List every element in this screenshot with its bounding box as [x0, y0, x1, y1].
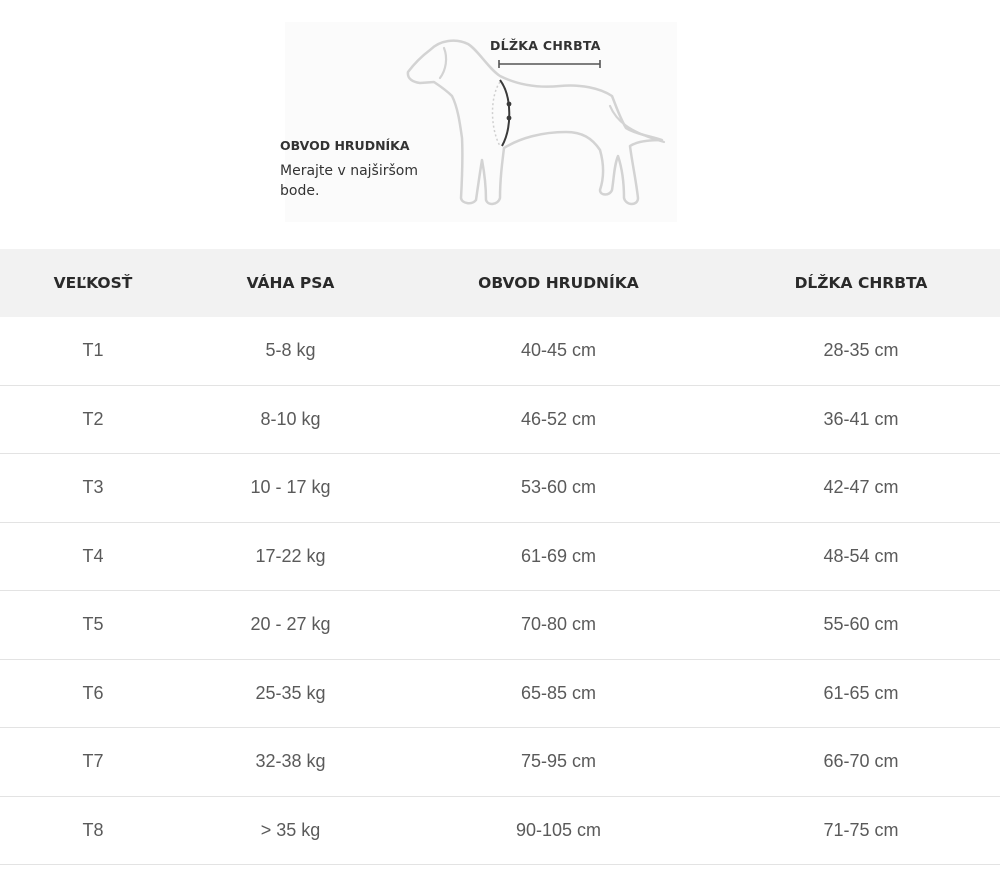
- header-back-length: DĹŽKA CHRBTA: [794, 274, 928, 292]
- header-chest-girth: OBVOD HRUDNÍKA: [478, 274, 639, 292]
- chest-measure-dot-top: [507, 102, 512, 107]
- cell-weight: 20 - 27 kg: [186, 591, 395, 660]
- cell-size: T8: [0, 796, 186, 865]
- chest-note: Merajte v najširšom bode.: [280, 163, 418, 199]
- chest-measure-line: [500, 80, 509, 146]
- cell-size: T3: [0, 454, 186, 523]
- cell-back: 61-65 cm: [722, 659, 1000, 728]
- cell-weight: 8-10 kg: [186, 385, 395, 454]
- table-row: [0, 522, 1000, 591]
- cell-back: 71-75 cm: [722, 796, 1000, 865]
- cell-weight: 5-8 kg: [186, 317, 395, 385]
- cell-weight: > 35 kg: [186, 796, 395, 865]
- table-row: [0, 591, 1000, 660]
- cell-chest: 40-45 cm: [395, 317, 722, 385]
- cell-size: T1: [0, 317, 186, 385]
- dog-outline-icon: [0, 0, 1000, 245]
- table-row: [0, 659, 1000, 728]
- table-row: [0, 796, 1000, 865]
- table-row: [0, 454, 1000, 523]
- chest-measure-dot-bottom: [507, 116, 512, 121]
- table-row: [0, 728, 1000, 797]
- chest-label: OBVOD HRUDNÍKA: [280, 138, 410, 153]
- size-table: [0, 249, 1000, 865]
- cell-chest: 65-85 cm: [395, 659, 722, 728]
- cell-chest: 61-69 cm: [395, 522, 722, 591]
- header-dog-weight: VÁHA PSA: [246, 274, 335, 292]
- measurement-diagram: [0, 0, 1000, 245]
- cell-back: 66-70 cm: [722, 728, 1000, 797]
- cell-back: 28-35 cm: [722, 317, 1000, 385]
- cell-chest: 90-105 cm: [395, 796, 722, 865]
- cell-size: T5: [0, 591, 186, 660]
- cell-size: T4: [0, 522, 186, 591]
- cell-chest: 75-95 cm: [395, 728, 722, 797]
- cell-back: 48-54 cm: [722, 522, 1000, 591]
- cell-back: 55-60 cm: [722, 591, 1000, 660]
- back-length-label: DĹŽKA CHRBTA: [490, 38, 601, 53]
- cell-size: T7: [0, 728, 186, 797]
- cell-chest: 46-52 cm: [395, 385, 722, 454]
- cell-chest: 53-60 cm: [395, 454, 722, 523]
- cell-size: T6: [0, 659, 186, 728]
- table-header-row: [0, 249, 1000, 317]
- table-row: [0, 385, 1000, 454]
- cell-back: 42-47 cm: [722, 454, 1000, 523]
- header-size: VEĽKOSŤ: [53, 274, 133, 292]
- chest-measure-dashed: [493, 82, 501, 146]
- cell-weight: 25-35 kg: [186, 659, 395, 728]
- cell-weight: 17-22 kg: [186, 522, 395, 591]
- dog-ear-outline: [440, 48, 446, 78]
- cell-weight: 10 - 17 kg: [186, 454, 395, 523]
- cell-chest: 70-80 cm: [395, 591, 722, 660]
- table-row: [0, 317, 1000, 385]
- cell-back: 36-41 cm: [722, 385, 1000, 454]
- cell-size: T2: [0, 385, 186, 454]
- cell-weight: 32-38 kg: [186, 728, 395, 797]
